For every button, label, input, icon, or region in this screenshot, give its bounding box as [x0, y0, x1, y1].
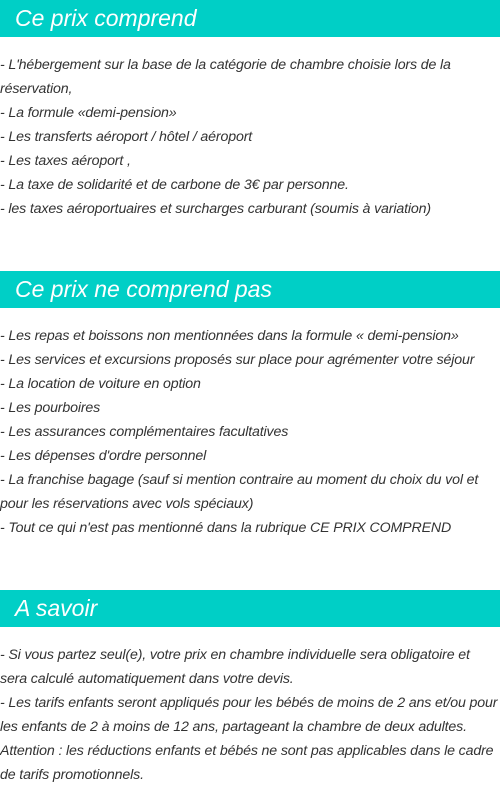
section-body-a-savoir: [0, 643, 500, 787]
section-header-ce-prix-ne-comprend-pas: [0, 271, 500, 308]
list-item: - Les dépenses d'ordre personnel: [0, 448, 207, 464]
list-item: les enfants de 2 à moins de 12 ans, partageant la chambre de deux adultes.: [0, 719, 467, 735]
list-item: pour les réservations avec vols spéciaux): [0, 496, 254, 512]
section-title: A savoir: [15, 595, 98, 621]
list-item: - Les services et excursions proposés sur place pour agrémenter votre séjour: [0, 352, 475, 368]
section-header-a-savoir: [0, 590, 500, 627]
list-item: - Tout ce qui n'est pas mentionné dans la rubrique CE PRIX COMPREND: [0, 520, 452, 536]
list-item: - La taxe de solidarité et de carbone de 3€ par personne.: [0, 177, 349, 193]
section-title: Ce prix ne comprend pas: [15, 276, 272, 302]
list-item: - Les repas et boissons non mentionnées dans la formule « demi-pension»: [0, 328, 459, 344]
list-item: - Les tarifs enfants seront appliqués pour les bébés de moins de 2 ans et/ou pour: [0, 695, 498, 711]
list-item: - La formule «demi-pension»: [0, 105, 177, 121]
list-item: de tarifs promotionnels.: [0, 767, 144, 783]
section-header-ce-prix-comprend: [0, 0, 500, 37]
list-item: - La franchise bagage (sauf si mention contraire au moment du choix du vol et: [0, 472, 479, 488]
section-title: Ce prix comprend: [15, 5, 197, 31]
list-item: - les taxes aéroportuaires et surcharges carburant (soumis à variation): [0, 201, 431, 217]
list-item: réservation,: [0, 81, 73, 97]
list-item: - Les taxes aéroport ,: [0, 153, 131, 169]
section-body-ce-prix-comprend: [0, 53, 500, 221]
list-item: - Les assurances complémentaires facultatives: [0, 424, 289, 440]
list-item: - La location de voiture en option: [0, 376, 201, 392]
list-item: sera calculé automatiquement dans votre devis.: [0, 671, 294, 687]
section-body-ce-prix-ne-comprend-pas: [0, 324, 500, 540]
list-item: - Si vous partez seul(e), votre prix en chambre individuelle sera obligatoire et: [0, 647, 470, 663]
list-item: - Les pourboires: [0, 400, 101, 416]
list-item: Attention : les réductions enfants et bébés ne sont pas applicables dans le cadre: [0, 743, 494, 759]
list-item: - Les transferts aéroport / hôtel / aéroport: [0, 129, 253, 145]
list-item: - L'hébergement sur la base de la catégorie de chambre choisie lors de la: [0, 57, 451, 73]
